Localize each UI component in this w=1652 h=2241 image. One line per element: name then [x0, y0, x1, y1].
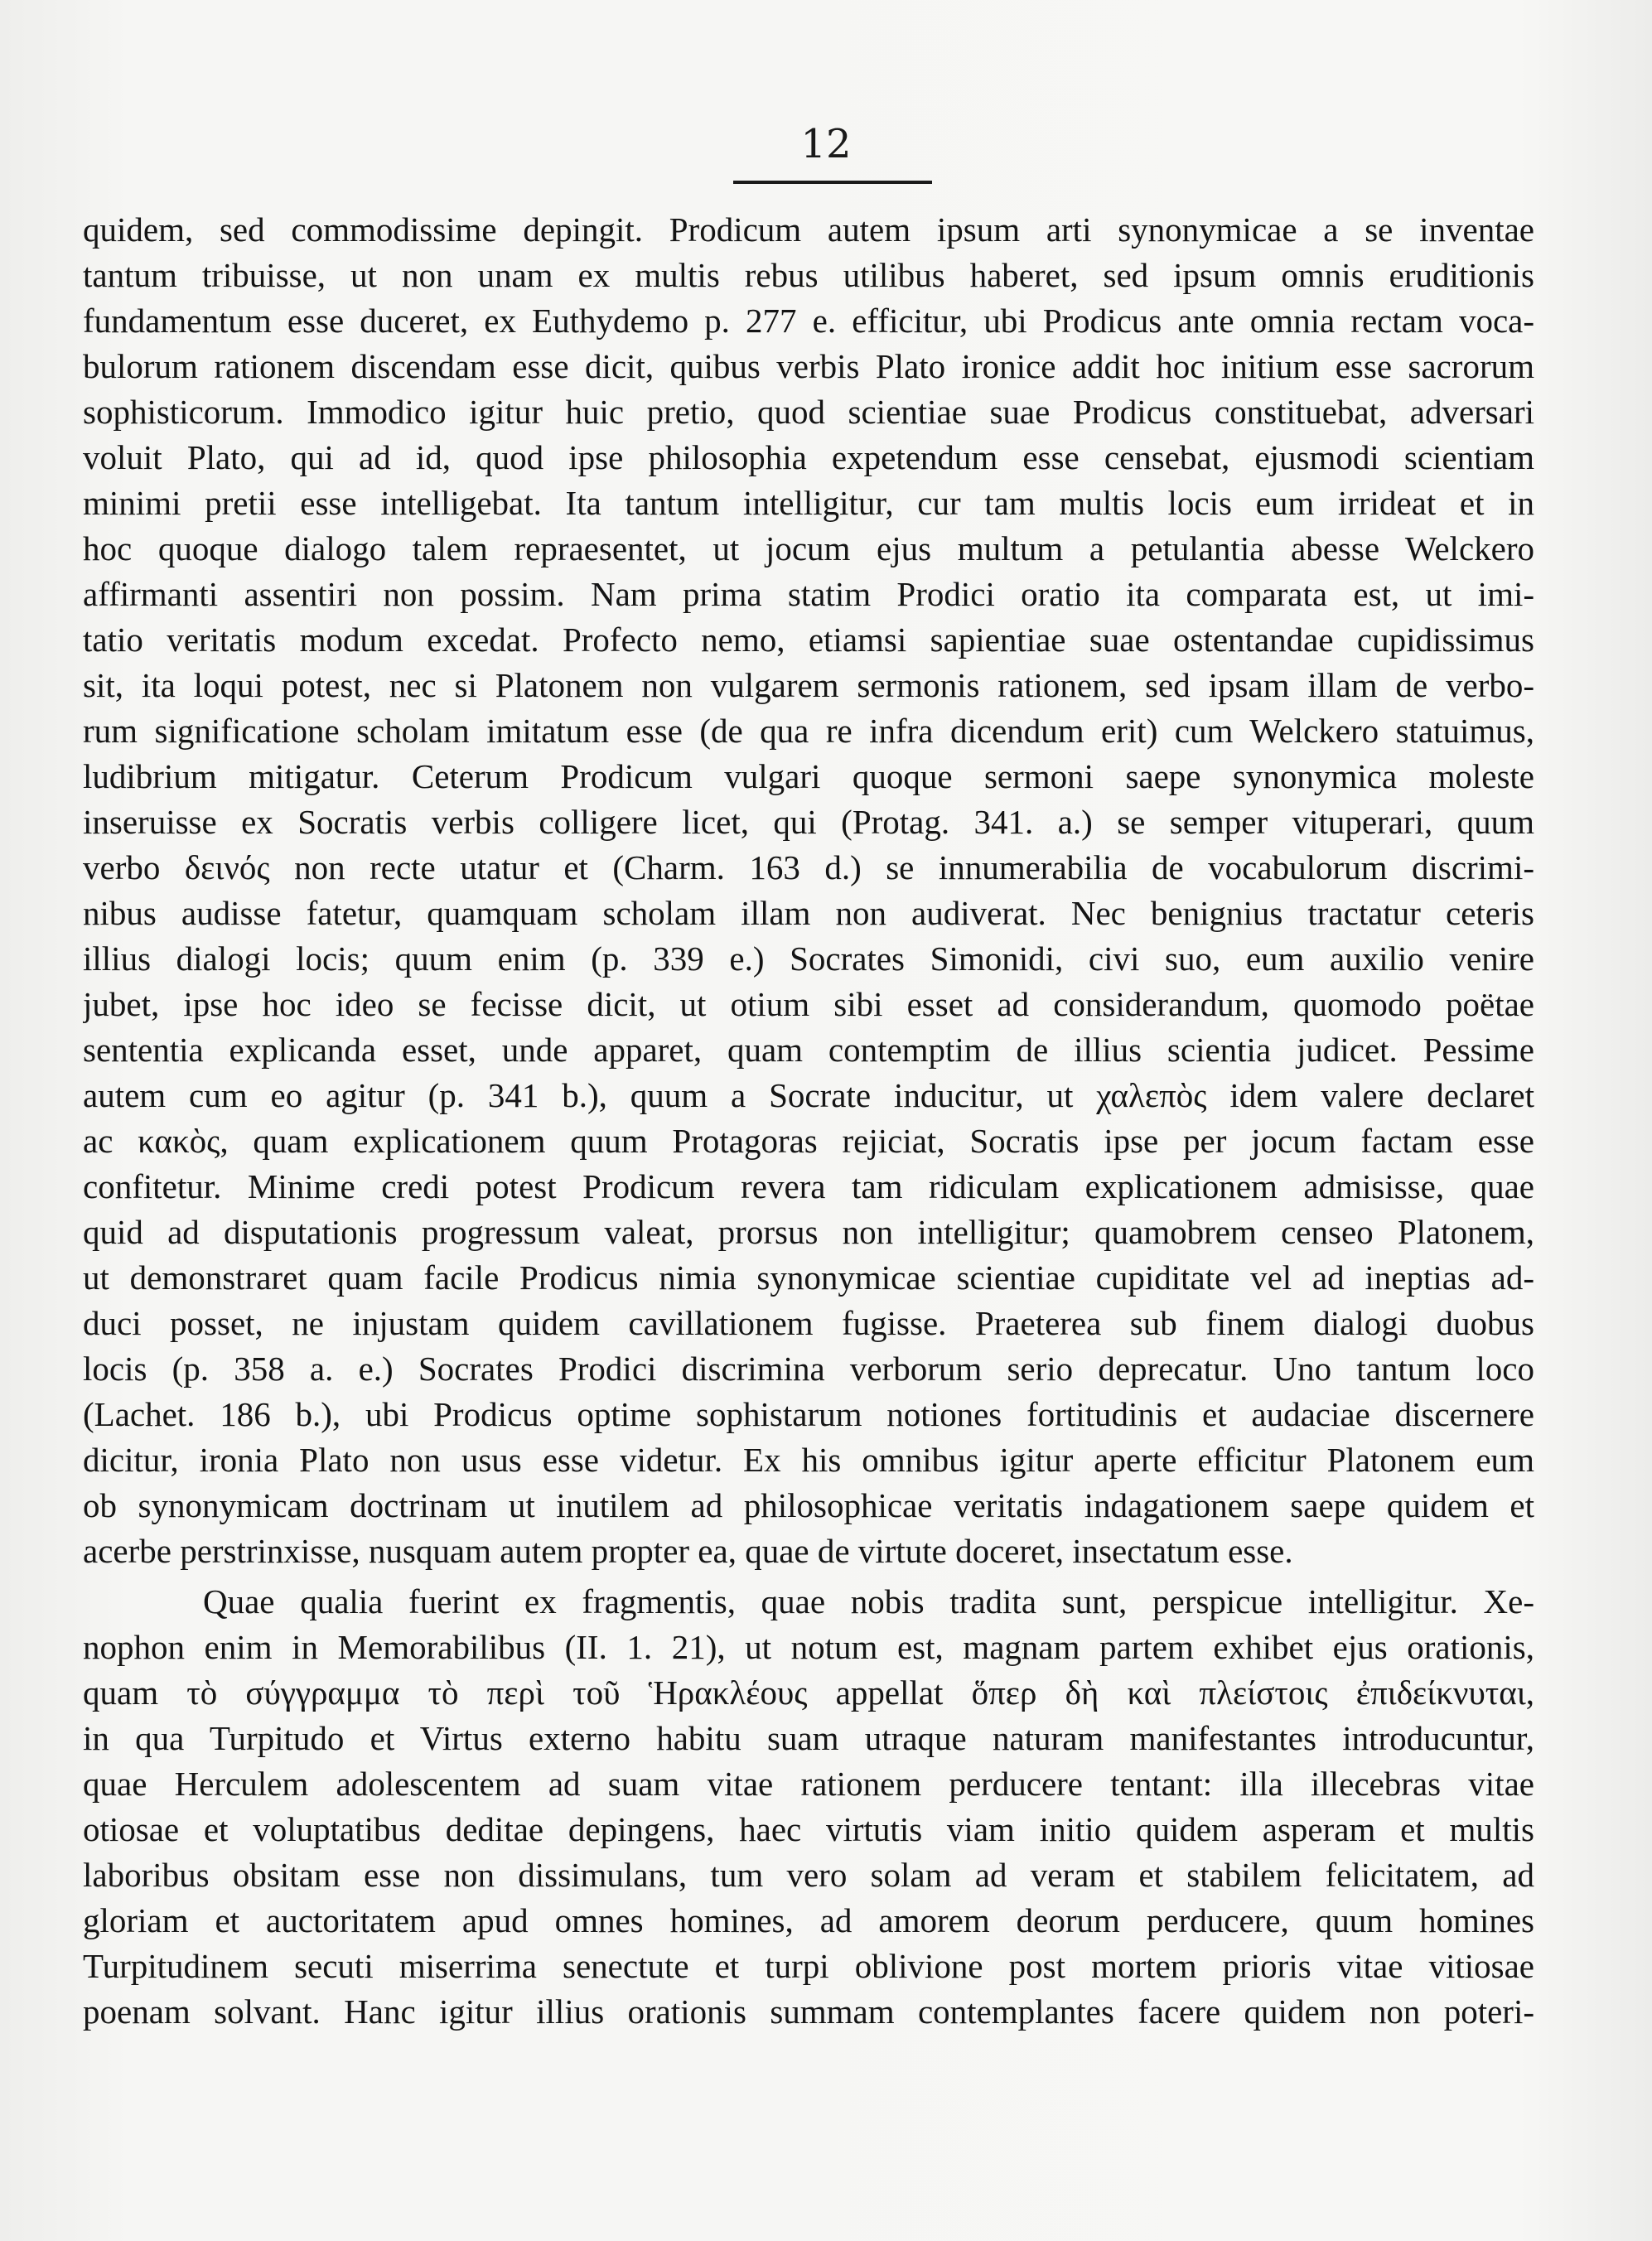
text-line: jubet, ipse hoc ideo se fecisse dicit, ut otium sibi esset ad considerandum, quomodo poëtae: [83, 985, 1534, 1023]
text-line: voluit Plato, qui ad id, quod ipse philosophia expetendum esse censebat, ejusmodi scientiam: [83, 438, 1534, 476]
text-line: ludibrium mitigatur. Ceterum Prodicum vulgari quoque sermoni saepe synonymica moleste: [83, 757, 1534, 795]
text-line: verbo δεινός non recte utatur et (Charm. 163 d.) se innumerabilia de vocabulorum discrimi-: [83, 848, 1534, 886]
text-line: Quae qualia fuerint ex fragmentis, quae nobis tradita sunt, perspicue intelligitur. Xe-: [203, 1582, 1534, 1620]
text-line: inseruisse ex Socratis verbis colligere licet, qui (Protag. 341. a.) se semper vituperari, quum: [83, 803, 1534, 841]
text-line: rum significatione scholam imitatum esse (de qua re infra dicendum erit) cum Welckero statuimus,: [83, 712, 1534, 750]
text-line: otiosae et voluptatibus deditae depingens, haec virtutis viam initio quidem asperam et multis: [83, 1810, 1534, 1848]
text-line: hoc quoque dialogo talem repraesentet, ut jocum ejus multum a petulantia abesse Welckero: [83, 529, 1534, 567]
text-line: nophon enim in Memorabilibus (II. 1. 21), ut notum est, magnam partem exhibet ejus orationis,: [83, 1628, 1534, 1666]
text-line: fundamentum esse duceret, ex Euthydemo p. 277 e. efficitur, ubi Prodicus ante omnia rectam voca-: [83, 302, 1534, 340]
text-line: laboribus obsitam esse non dissimulans, tum vero solam ad veram et stabilem felicitatem, ad: [83, 1856, 1534, 1894]
text-line: confitetur. Minime credi potest Prodicum revera tam ridiculam explicationem admisisse, quae: [83, 1167, 1534, 1205]
text-line: sit, ita loqui potest, nec si Platonem non vulgarem sermonis rationem, sed ipsam illam de verbo-: [83, 666, 1534, 704]
text-line: in qua Turpitudo et Virtus externo habitu suam utraque naturam manifestantes introducuntur,: [83, 1719, 1534, 1757]
page-number: 12: [800, 121, 852, 167]
paragraph-1: [83, 207, 1534, 1574]
text-line: quid ad disputationis progressum valeat, prorsus non intelligitur; quamobrem censeo Platonem,: [83, 1213, 1534, 1251]
body-text: [83, 207, 1534, 2035]
text-line: ac κακὸς, quam explicationem quum Protagoras rejiciat, Socratis ipse per jocum factam esse: [83, 1122, 1534, 1160]
text-line: quidem, sed commodissime depingit. Prodicum autem ipsum arti synonymicae a se inventae: [83, 210, 1534, 249]
text-line: nibus audisse fatetur, quamquam scholam illam non audiverat. Nec benignius tractatur ceteris: [83, 894, 1534, 932]
text-line: quam τὸ σύγγραμμα τὸ περὶ τοῦ Ἡρακλέους appellat ὅπερ δὴ καὶ πλείστοις ἐπιδείκνυται,: [83, 1674, 1534, 1712]
text-line: locis (p. 358 a. e.) Socrates Prodici discrimina verborum serio deprecatur. Uno tantum loco: [83, 1350, 1534, 1388]
text-line: sententia explicanda esset, unde apparet, quam contemptim de illius scientia judicet. Pessime: [83, 1031, 1534, 1069]
text-line: quae Herculem adolescentem ad suam vitae rationem perducere tentant: illa illecebras vitae: [83, 1765, 1534, 1803]
text-line: ob synonymicam doctrinam ut inutilem ad philosophicae veritatis indagationem saepe quidem et: [83, 1486, 1534, 1524]
text-line: poenam solvant. Hanc igitur illius orationis summam contemplantes facere quidem non poteri-: [83, 1992, 1534, 2031]
text-line: tantum tribuisse, ut non unam ex multis rebus utilibus haberet, sed ipsum omnis eruditionis: [83, 256, 1534, 294]
text-line: ut demonstraret quam facile Prodicus nimia synonymicae scientiae cupiditate vel ad ineptias ad-: [83, 1258, 1534, 1297]
text-line: acerbe perstrinxisse, nusquam autem propter ea, quae de virtute doceret, insectatum esse.: [83, 1532, 1293, 1570]
text-line: duci posset, ne injustam quidem cavillationem fugisse. Praeterea sub finem dialogi duobus: [83, 1304, 1534, 1342]
text-line: autem cum eo agitur (p. 341 b.), quum a Socrate inducitur, ut χαλεπὸς idem valere declaret: [83, 1076, 1534, 1114]
paragraph-2: [83, 1579, 1534, 2035]
text-line: Turpitudinem secuti miserrima senectute et turpi oblivione post mortem prioris vitae vitiosae: [83, 1947, 1534, 1985]
text-line: tatio veritatis modum excedat. Profecto nemo, etiamsi sapientiae suae ostentandae cupidissimus: [83, 621, 1534, 659]
text-line: bulorum rationem discendam esse dicit, quibus verbis Plato ironice addit hoc initium esse sacrorum: [83, 347, 1534, 385]
text-line: affirmanti assentiri non possim. Nam prima statim Prodici oratio ita comparata est, ut imi-: [83, 575, 1534, 613]
text-line: dicitur, ironia Plato non usus esse videtur. Ex his omnibus igitur aperte efficitur Platonem eum: [83, 1441, 1534, 1479]
text-line: illius dialogi locis; quum enim (p. 339 e.) Socrates Simonidi, civi suo, eum auxilio venire: [83, 939, 1534, 978]
text-line: sophisticorum. Immodico igitur huic pretio, quod scientiae suae Prodicus constituebat, adversari: [83, 393, 1534, 431]
header-rule: [733, 181, 932, 184]
text-line: (Lachet. 186 b.), ubi Prodicus optime sophistarum notiones fortitudinis et audaciae discernere: [83, 1395, 1534, 1433]
text-line: gloriam et auctoritatem apud omnes homines, ad amorem deorum perducere, quum homines: [83, 1901, 1534, 1939]
text-line: minimi pretii esse intelligebat. Ita tantum intelligitur, cur tam multis locis eum irrideat et in: [83, 484, 1534, 522]
